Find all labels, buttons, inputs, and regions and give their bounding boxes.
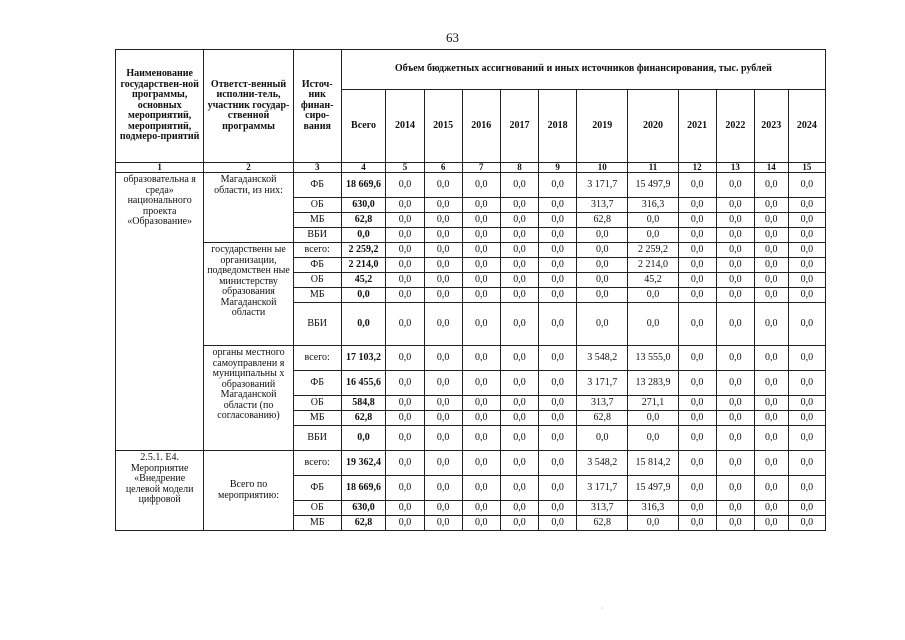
cell-value: 0,0 [462,426,500,451]
header-name: Наименование государствен-ной программы, основных мероприятий, мероприятий, подмеро-приятий [116,50,204,163]
cell-value: 0,0 [678,303,716,346]
cell-total: 62,8 [341,411,386,426]
cell-value: 0,0 [716,426,754,451]
cell-value: 13 555,0 [628,346,678,371]
cell-source: ОБ [293,501,341,516]
cell-value: 0,0 [500,346,538,371]
cell-value: 0,0 [788,396,825,411]
cell-value: 0,0 [678,426,716,451]
cell-value: 0,0 [678,228,716,243]
page-number: 63 [446,30,459,45]
cell-value: 0,0 [386,243,424,258]
column-number: 4 [341,163,386,173]
cell-value: 0,0 [788,288,825,303]
cell-value: 0,0 [500,451,538,476]
header-year: 2014 [386,90,424,163]
cell-value: 3 171,7 [577,371,628,396]
cell-value: 0,0 [539,288,577,303]
cell-value: 0,0 [539,411,577,426]
cell-value: 0,0 [500,288,538,303]
cell-value: 0,0 [788,476,825,501]
cell-value: 0,0 [386,476,424,501]
header-year: 2017 [500,90,538,163]
cell-value: 0,0 [386,346,424,371]
header-year: 2016 [462,90,500,163]
cell-total: 630,0 [341,501,386,516]
cell-value: 0,0 [500,303,538,346]
cell-value: 0,0 [424,173,462,198]
cell-value: 0,0 [788,243,825,258]
cell-value: 0,0 [462,501,500,516]
cell-value: 0,0 [424,371,462,396]
cell-value: 3 548,2 [577,451,628,476]
cell-value: 0,0 [386,228,424,243]
cell-value: 0,0 [716,258,754,273]
column-number: 15 [788,163,825,173]
cell-responsible: государственн ые организации, подведомствен ные министерству образования Магаданской области [204,243,293,346]
cell-value: 0,0 [577,273,628,288]
cell-value: 0,0 [678,501,716,516]
cell-value: 0,0 [462,396,500,411]
cell-value: 15 814,2 [628,451,678,476]
column-number: 2 [204,163,293,173]
cell-value: 0,0 [577,243,628,258]
cell-value: 0,0 [754,273,788,288]
cell-value: 0,0 [386,273,424,288]
column-number: 11 [628,163,678,173]
cell-value: 0,0 [754,411,788,426]
cell-value: 0,0 [500,501,538,516]
cell-value: 0,0 [788,426,825,451]
cell-value: 0,0 [788,173,825,198]
cell-value: 0,0 [678,273,716,288]
cell-value: 0,0 [539,303,577,346]
cell-value: 0,0 [424,258,462,273]
cell-value: 0,0 [716,288,754,303]
cell-value: 0,0 [788,258,825,273]
cell-source: ОБ [293,198,341,213]
table-body [116,173,826,531]
column-number: 7 [462,163,500,173]
cell-source: МБ [293,288,341,303]
cell-value: 0,0 [628,288,678,303]
cell-value: 0,0 [678,198,716,213]
cell-value: 0,0 [754,258,788,273]
cell-value: 0,0 [539,243,577,258]
cell-value: 0,0 [788,451,825,476]
cell-value: 0,0 [716,273,754,288]
cell-value: 0,0 [628,228,678,243]
budget-table [115,49,826,531]
cell-value: 0,0 [716,476,754,501]
cell-total: 0,0 [341,303,386,346]
cell-value: 0,0 [628,303,678,346]
cell-value: 316,3 [628,501,678,516]
cell-value: 0,0 [462,516,500,531]
cell-value: 0,0 [577,288,628,303]
cell-value: 0,0 [424,213,462,228]
cell-value: 0,0 [678,243,716,258]
cell-value: 0,0 [500,228,538,243]
column-number: 5 [386,163,424,173]
cell-value: 62,8 [577,213,628,228]
cell-value: 0,0 [386,173,424,198]
cell-value: 0,0 [386,213,424,228]
cell-value: 0,0 [628,516,678,531]
cell-value: 0,0 [716,198,754,213]
cell-value: 0,0 [716,243,754,258]
cell-value: 0,0 [678,258,716,273]
cell-value: 0,0 [754,451,788,476]
cell-value: 0,0 [716,303,754,346]
cell-value: 2 214,0 [628,258,678,273]
cell-source: всего: [293,346,341,371]
cell-value: 0,0 [754,346,788,371]
cell-source: ФБ [293,371,341,396]
cell-value: 0,0 [386,396,424,411]
cell-value: 313,7 [577,198,628,213]
cell-value: 0,0 [386,501,424,516]
cell-value: 0,0 [678,396,716,411]
cell-value: 0,0 [539,426,577,451]
cell-value: 0,0 [678,451,716,476]
cell-value: 0,0 [462,198,500,213]
cell-value: 0,0 [716,411,754,426]
cell-source: МБ [293,411,341,426]
cell-value: 0,0 [500,426,538,451]
cell-responsible: Всего по мероприятию: [204,451,293,531]
cell-source: ФБ [293,476,341,501]
cell-value: 0,0 [754,516,788,531]
cell-value: 0,0 [788,501,825,516]
cell-value: 0,0 [500,243,538,258]
cell-value: 0,0 [678,288,716,303]
cell-value: 0,0 [462,303,500,346]
cell-value: 0,0 [754,426,788,451]
cell-value: 0,0 [386,288,424,303]
cell-value: 0,0 [462,173,500,198]
cell-program-name: образовательна я среда» национального проекта «Образование» [116,173,204,451]
cell-total: 62,8 [341,213,386,228]
cell-value: 0,0 [678,411,716,426]
header-year: 2018 [539,90,577,163]
cell-total: 2 259,2 [341,243,386,258]
cell-value: 0,0 [754,501,788,516]
cell-value: 0,0 [462,213,500,228]
cell-value: 0,0 [716,213,754,228]
cell-value: 0,0 [424,288,462,303]
cell-value: 0,0 [539,273,577,288]
cell-value: 0,0 [788,228,825,243]
cell-value: 62,8 [577,516,628,531]
cell-value: 3 171,7 [577,173,628,198]
cell-value: 0,0 [500,396,538,411]
cell-value: 0,0 [577,258,628,273]
cell-value: 0,0 [678,173,716,198]
cell-value: 0,0 [678,516,716,531]
cell-value: 0,0 [716,346,754,371]
cell-value: 0,0 [716,173,754,198]
cell-value: 313,7 [577,396,628,411]
cell-value: 0,0 [539,173,577,198]
cell-value: 0,0 [754,213,788,228]
cell-value: 0,0 [539,516,577,531]
cell-value: 0,0 [539,198,577,213]
cell-value: 0,0 [788,346,825,371]
cell-value: 0,0 [500,258,538,273]
cell-value: 0,0 [754,371,788,396]
cell-value: 0,0 [754,173,788,198]
cell-value: 0,0 [788,198,825,213]
table-row [116,243,826,258]
cell-value: 2 259,2 [628,243,678,258]
cell-total: 630,0 [341,198,386,213]
cell-value: 0,0 [462,476,500,501]
header-year: 2023 [754,90,788,163]
cell-value: 0,0 [462,258,500,273]
cell-value: 0,0 [424,396,462,411]
cell-value: 0,0 [424,303,462,346]
cell-value: 0,0 [539,476,577,501]
cell-value: 0,0 [424,451,462,476]
cell-value: 0,0 [788,213,825,228]
column-number: 10 [577,163,628,173]
cell-value: 0,0 [462,411,500,426]
cell-total: 45,2 [341,273,386,288]
cell-source: всего: [293,451,341,476]
cell-value: 0,0 [500,516,538,531]
cell-value: 0,0 [577,303,628,346]
cell-value: 0,0 [716,451,754,476]
cell-value: 0,0 [462,451,500,476]
cell-value: 0,0 [424,346,462,371]
column-number-row [116,163,826,173]
cell-value: 0,0 [754,228,788,243]
cell-source: ВБИ [293,228,341,243]
cell-value: 15 497,9 [628,476,678,501]
cell-value: 0,0 [386,371,424,396]
cell-total: 16 455,6 [341,371,386,396]
header-source: Источ-ник финан-сиро-вания [293,50,341,163]
cell-total: 2 214,0 [341,258,386,273]
cell-value: 0,0 [716,371,754,396]
header-year: 2022 [716,90,754,163]
table-row [116,173,826,198]
cell-value: 0,0 [462,346,500,371]
header-year: 2019 [577,90,628,163]
cell-source: МБ [293,516,341,531]
cell-value: 0,0 [424,516,462,531]
cell-value: 0,0 [424,243,462,258]
cell-value: 0,0 [500,273,538,288]
cell-value: 0,0 [462,243,500,258]
cell-value: 0,0 [754,303,788,346]
cell-value: 0,0 [424,198,462,213]
column-number: 8 [500,163,538,173]
table-row [116,451,826,476]
cell-value: 0,0 [424,426,462,451]
cell-value: 0,0 [678,346,716,371]
cell-value: 271,1 [628,396,678,411]
cell-value: 0,0 [539,451,577,476]
cell-value: 0,0 [628,426,678,451]
cell-value: 0,0 [716,501,754,516]
column-number: 3 [293,163,341,173]
cell-value: 0,0 [424,228,462,243]
cell-value: 0,0 [716,228,754,243]
cell-value: 0,0 [754,243,788,258]
cell-responsible: Магаданской области, из них: [204,173,293,243]
cell-value: 0,0 [716,396,754,411]
cell-value: 0,0 [500,371,538,396]
cell-value: 0,0 [539,371,577,396]
cell-value: 0,0 [788,411,825,426]
table-row [116,346,826,371]
cell-value: 0,0 [386,426,424,451]
cell-value: 0,0 [678,213,716,228]
header-year: 2021 [678,90,716,163]
header-responsible: Ответст-венный исполни-тель, участник государ-ственной программы [204,50,293,163]
cell-value: 0,0 [539,501,577,516]
column-number: 12 [678,163,716,173]
cell-value: 0,0 [386,198,424,213]
cell-total: 18 669,6 [341,173,386,198]
cell-value: 0,0 [386,516,424,531]
cell-value: 0,0 [754,396,788,411]
cell-source: МБ [293,213,341,228]
header-volume: Объем бюджетных ассигнований и иных источников финансирования, тыс. рублей [341,50,825,90]
cell-total: 0,0 [341,288,386,303]
cell-value: 313,7 [577,501,628,516]
cell-value: 62,8 [577,411,628,426]
cell-value: 0,0 [462,273,500,288]
cell-value: 0,0 [716,516,754,531]
cell-value: 0,0 [386,411,424,426]
cell-source: ВБИ [293,426,341,451]
cell-value: 316,3 [628,198,678,213]
cell-value: 0,0 [577,426,628,451]
cell-value: 0,0 [754,288,788,303]
cell-source: ФБ [293,258,341,273]
column-number: 9 [539,163,577,173]
cell-program-name: 2.5.1. Е4. Мероприятие «Внедрение целевой модели цифровой [116,451,204,531]
column-number: 6 [424,163,462,173]
cell-value: 0,0 [577,228,628,243]
cell-value: 0,0 [628,411,678,426]
cell-value: 0,0 [500,213,538,228]
cell-total: 17 103,2 [341,346,386,371]
cell-value: 0,0 [539,228,577,243]
header-year: 2020 [628,90,678,163]
cell-value: 0,0 [386,303,424,346]
header-year: 2024 [788,90,825,163]
cell-value: 0,0 [386,258,424,273]
cell-value: 0,0 [788,516,825,531]
column-number: 13 [716,163,754,173]
cell-responsible: органы местного самоуправлени я муниципальны х образований Магаданской области (по согласованию) [204,346,293,451]
cell-value: 3 548,2 [577,346,628,371]
cell-value: 0,0 [500,173,538,198]
cell-value: 0,0 [628,213,678,228]
cell-source: всего: [293,243,341,258]
header-total: Всего [341,90,386,163]
scan-mark: · [601,604,604,613]
cell-value: 0,0 [539,258,577,273]
cell-value: 0,0 [462,228,500,243]
cell-source: ОБ [293,396,341,411]
cell-value: 15 497,9 [628,173,678,198]
cell-value: 0,0 [788,273,825,288]
cell-value: 0,0 [788,371,825,396]
header-year: 2015 [424,90,462,163]
column-number: 14 [754,163,788,173]
cell-value: 0,0 [539,213,577,228]
cell-value: 0,0 [462,288,500,303]
cell-value: 0,0 [539,396,577,411]
column-number: 1 [116,163,204,173]
cell-total: 584,8 [341,396,386,411]
cell-value: 0,0 [539,346,577,371]
cell-total: 62,8 [341,516,386,531]
cell-value: 0,0 [386,451,424,476]
cell-value: 0,0 [424,411,462,426]
cell-total: 19 362,4 [341,451,386,476]
table-header [116,50,826,173]
cell-source: ФБ [293,173,341,198]
cell-source: ВБИ [293,303,341,346]
cell-value: 0,0 [424,273,462,288]
cell-value: 0,0 [678,371,716,396]
cell-value: 0,0 [462,371,500,396]
cell-value: 0,0 [500,411,538,426]
cell-value: 0,0 [678,476,716,501]
cell-source: ОБ [293,273,341,288]
cell-value: 0,0 [788,303,825,346]
cell-value: 0,0 [754,476,788,501]
cell-value: 0,0 [424,501,462,516]
cell-value: 0,0 [500,476,538,501]
cell-value: 0,0 [754,198,788,213]
cell-total: 0,0 [341,426,386,451]
cell-value: 0,0 [424,476,462,501]
cell-total: 0,0 [341,228,386,243]
cell-value: 0,0 [500,198,538,213]
cell-total: 18 669,6 [341,476,386,501]
cell-value: 3 171,7 [577,476,628,501]
cell-value: 45,2 [628,273,678,288]
cell-value: 13 283,9 [628,371,678,396]
